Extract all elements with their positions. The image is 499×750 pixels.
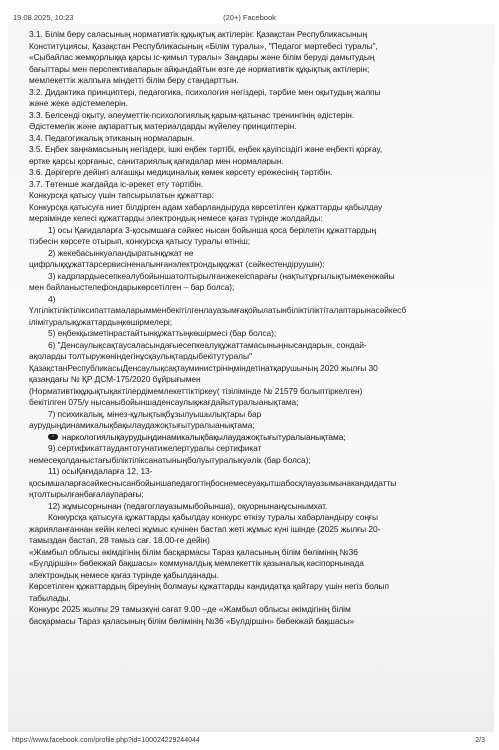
text-line: 3.2. Дидактика принциптері, педагогика, психология негіздері, тәрбие мен оқытудың жалпы xyxy=(29,86,381,97)
text-line: «Жамбыл облысы әкімдігінің білім басқармасы Тараз қаласының білім бөлімінің №36 xyxy=(29,546,358,557)
text-line: 3) кадрлардыесепкеалубойыншатолтырылғанжекеіспарағы (нақтытұрғылықтымекенжайы xyxy=(48,270,395,281)
text-line: цифрлыққұжаттарсервисіненалынғанэлектрондыққұжат (сәйкестендіруушін); xyxy=(29,259,325,269)
text-line: 3.4. Педагогикалық этиканың нормаларын. xyxy=(29,132,195,143)
text-line: электрондық немесе қағаз түрінде қабылданады. xyxy=(29,569,219,580)
text-line: Конкурсқа қатысу үшін тапсырылатын құжаттар: xyxy=(29,190,214,200)
text-line: аурудыңдинамикалықбақылаудажоқтығытуралыанықтама; xyxy=(29,420,255,430)
text-line: өртке қарсы қорғаныс, санитариялық қағидалар мен нормаларын. xyxy=(29,155,284,166)
text-line: (Нормативтікқұқықтықактілердімемлекеттіктіркеу( тізілімінде № 21579 болыптіркелген) xyxy=(29,385,363,396)
text-line: 3.7. Төтенше жағдайда іс-әрекет ету тәртібін. xyxy=(29,178,204,189)
text-line: бекітілген 075/у нысаныбойыншаденсаулықжағдайытуралыанықтама; xyxy=(29,397,299,407)
text-line: 3.3. Белсенді оқыту, әлеуметтік-психологиялық қарым-қатынас тренингінің әдістерін. xyxy=(29,109,355,120)
document-text xyxy=(29,29,494,627)
text-line: «Сыбайлас жемқорлыққа қарсы іс-қимыл туралы» Заңдары және білім беруді дамытудың xyxy=(29,52,375,62)
print-datetime: 19.08.2025, 10:23 xyxy=(13,13,74,22)
text-line: 1) осы Қағидаларға 3-қосымшаға сәйкес нысан бойынша қоса берілетін құжаттардың xyxy=(48,224,377,235)
text-line: ңтолтырылғанбағалаупарағы; xyxy=(29,489,144,499)
text-line: Конкурсқа қатысуға құжаттарды қабылдау конкурс өткізу туралы хабарландыру соңғы xyxy=(48,512,378,522)
text-line: 3.5. Еңбек заңнамасының негіздері, ішкі еңбек тәртібі, еңбек қауіпсіздігі және еңбекті қорғау, xyxy=(29,144,383,154)
text-line: мерзімінде келесі құжаттарды электрондық немесе қағаз түрінде жолдайды: xyxy=(29,213,323,223)
browser-print-footer xyxy=(0,737,499,749)
text-line: Көрсетілген құжаттардың біреуінің болмауы құжаттарды кандидатқа қайтару үшін негіз болып xyxy=(29,581,389,591)
text-line: табылады. xyxy=(29,592,71,603)
text-line: қазандағы № ҚР ДСМ-175/2020 бұйрығымен xyxy=(29,374,201,384)
text-line: мемлекеттік жалпыға міндетті білім беру стандарттын. xyxy=(29,75,239,85)
text-line: наркологиялықаурудыңдинамикалықбақылаудажоқтығытуралыанықтама; xyxy=(62,431,346,442)
text-line: Конституциясы, Қазақстан Республикасының «Білім туралы», "Педагог мәртебесі туралы", xyxy=(29,40,378,51)
text-line: «Бүлдіршін» бөбекжай бақшасы» коммуналдық мемлекеттік қазыналық кәсіпорнынада xyxy=(29,558,364,568)
text-line: және жеке әдістемелерін. xyxy=(29,98,128,108)
print-url: https://www.facebook.com/profile.php?id=100024229244044 xyxy=(12,737,200,744)
text-line: басқармасы Тараз қаласының білім бөлімінің №36 «Бүлдіршін» бөбекжай бақшасы» xyxy=(29,615,355,626)
text-line: 5) еңбекқызметінрастайтынқұжаттыңкөшірмесі (бар болса); xyxy=(48,328,277,338)
document-photo xyxy=(8,24,494,732)
text-line: 2) жекебасынкуәландыратынқұжат не xyxy=(48,247,194,258)
text-line: ақоларды толтыружөніндегінұсқаулықтардыбекітутуралы" xyxy=(29,351,252,361)
text-line: ҚазақстанРеспубликасыДенсаулықсақтауминистрініңміндетінатқарушының 2020 жылғы 30 xyxy=(29,362,378,373)
text-line: 12) жұмысорнынан (педагоглауазымыбойынша), оқуорнынанұсынымхат. xyxy=(48,500,328,511)
text-line: 11) осыҚағидаларға 12, 13- xyxy=(48,466,153,476)
print-tab-title: (20+) Facebook xyxy=(223,13,276,22)
text-line: тамыздан бастап, 28 тамыз сағ. 18.00-ге дейін) xyxy=(29,535,210,545)
text-line: Әдістемелік және ақпараттық материалдарды жүйелеу принциптерін. xyxy=(29,121,297,131)
text-line: қосымшаларғасәйкеснысанбойыншапедагогтіңбоснемесеуақытшабосқлауазымынакандидатты xyxy=(29,477,397,488)
text-line: 9) сертификаттаудантотунатижелертуралы сертификат xyxy=(48,443,262,453)
sunglasses-emoji-icon xyxy=(48,434,58,440)
text-line: тізбесін көрсете отырып, конкурсқа қатысу туралы өтініш; xyxy=(29,236,251,246)
text-line: мен байланыстелефондарыкөрсетілген – бар болса); xyxy=(29,282,235,292)
text-line: 3.1. Білім беру саласының нормативтік құқықтық актілерін: Қазақстан Республикасының xyxy=(29,29,368,39)
text-line: 4) xyxy=(48,293,56,304)
text-line: бағыттары мен перспективаларын айқындайтын өзге де нормативтік құқықтық актілерін; xyxy=(29,63,370,74)
text-line: Конкурс 2025 жылғы 29 тамызкүні сағат 9.00 –де «Жамбыл облысы әкімдігінің білім xyxy=(29,604,351,614)
text-line: 7) психикалық, мінез-құлықтықбұзылуышылықтары бар xyxy=(48,408,262,419)
text-line-with-icon xyxy=(29,432,494,444)
text-line: Үлгіліктіліктіліксипаттамаларымменбекітілгенлауазымғақойылатынбіліктіліктіталаптарынасәйкесб xyxy=(29,305,407,315)
print-page-number: 2/3 xyxy=(475,737,485,744)
text-line: ілімітуралықұжаттардыңкөшірмелері; xyxy=(29,316,173,327)
text-line: 6) "Денсаулықсақтаусаласындағыесепкеалуқұжаттамасыныңнысандарын, сондай- xyxy=(48,339,367,350)
text-line: немесеқолданыстағыбіліктіліксанатыныңболуытуралыкуәлік (бар болса); xyxy=(29,454,311,465)
text-line: 3.6. Дәрігерге дейінгі алғашқы медициналық көмек көрсету ережесінің тәртібін. xyxy=(29,167,333,177)
text-line: Конкурсқа қатысуға ниет білдірген адам хабарландыруда көрсетілген құжаттарды қабылдау xyxy=(29,201,383,212)
text-line: жарияланғаннан кейін келесі жұмыс күнінен бастап жеті жұмыс күні ішінде (2025 жылғы 20- xyxy=(29,523,381,534)
